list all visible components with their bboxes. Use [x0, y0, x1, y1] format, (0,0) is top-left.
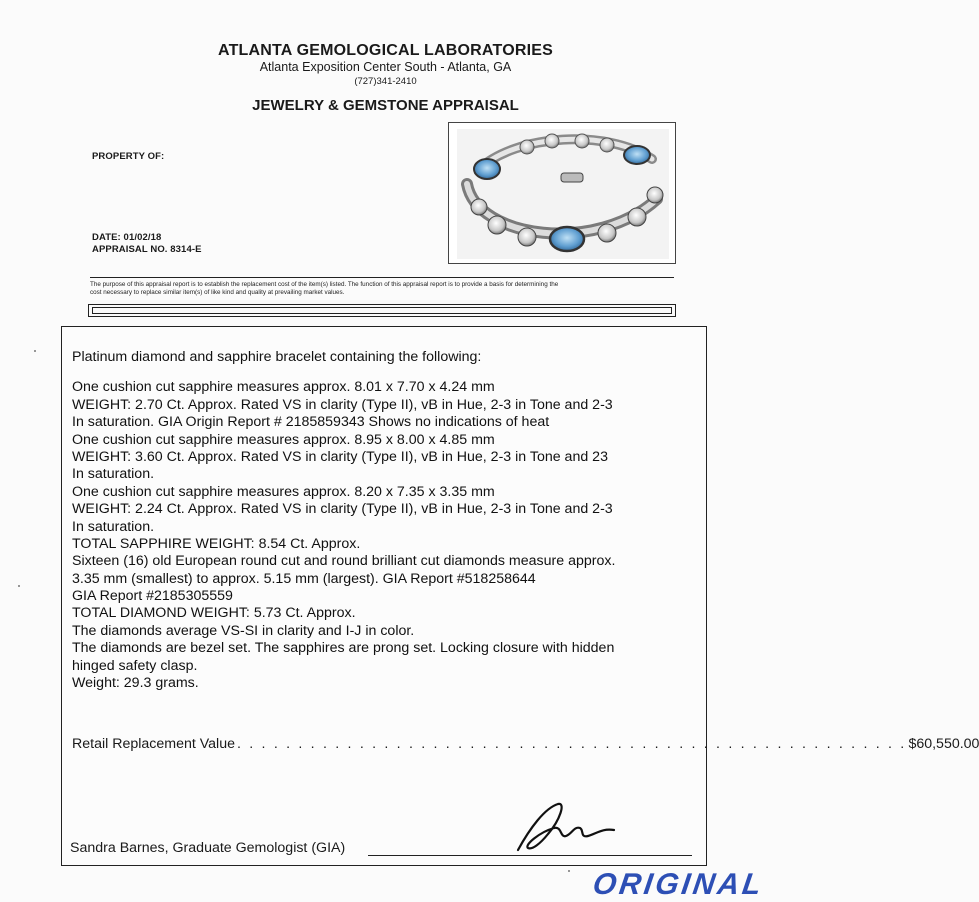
- description-line: 3.35 mm (smallest) to approx. 5.15 mm (largest). GIA Report #518258644: [72, 570, 536, 587]
- description-line: WEIGHT: 3.60 Ct. Approx. Rated VS in clarity (Type II), vB in Hue, 2-3 in Tone and 23: [72, 448, 608, 465]
- description-line: TOTAL DIAMOND WEIGHT: 5.73 Ct. Approx.: [72, 605, 356, 622]
- description-line: The diamonds are bezel set. The sapphires are prong set. Locking closure with hidden: [72, 640, 615, 657]
- item-description: [72, 349, 692, 692]
- retail-label: Retail Replacement Value: [72, 736, 235, 752]
- organization-name: ATLANTA GEMOLOGICAL LABORATORIES: [218, 42, 553, 59]
- description-line: One cushion cut sapphire measures approx. 8.01 x 7.70 x 4.24 mm: [72, 379, 495, 396]
- bracelet-photo-frame: [448, 122, 676, 264]
- document-title: JEWELRY & GEMSTONE APPRAISAL: [252, 97, 519, 114]
- appraisal-date: DATE: 01/02/18: [92, 232, 162, 243]
- retail-value: $60,550.00: [908, 736, 979, 752]
- original-stamp: ORIGINAL: [590, 868, 767, 901]
- description-line: GIA Report #2185305559: [72, 588, 233, 605]
- bracelet-photo-icon: [457, 129, 669, 259]
- description-line: Sixteen (16) old European round cut and round brilliant cut diamonds measure approx.: [72, 553, 616, 570]
- organization-address: Atlanta Exposition Center South - Atlanta, GA: [259, 60, 512, 74]
- purpose-statement: [90, 281, 674, 297]
- double-rule-inner: [92, 307, 672, 314]
- retail-replacement-row: [72, 736, 979, 752]
- description-line: WEIGHT: 2.70 Ct. Approx. Rated VS in clarity (Type II), vB in Hue, 2-3 in Tone and 2-3: [72, 396, 613, 413]
- description-line: Weight: 29.3 grams.: [72, 675, 199, 692]
- description-line: WEIGHT: 2.24 Ct. Approx. Rated VS in clarity (Type II), vB in Hue, 2-3 in Tone and 2-3: [72, 501, 613, 518]
- description-line: In saturation.: [72, 518, 155, 535]
- description-line: In saturation. GIA Origin Report # 2185859343 Shows no indications of heat: [72, 414, 550, 431]
- margin-mark: [34, 350, 36, 352]
- margin-mark: [18, 585, 20, 587]
- description-intro: Platinum diamond and sapphire bracelet containing the following:: [72, 349, 482, 365]
- description-line: hinged safety clasp.: [72, 657, 198, 674]
- retail-leader-dots: . . . . . . . . . . . . . . . . . . . . . . . . . . . . . . . . . . . . . . . . . . . . . . . . . . . . . . .: [236, 736, 907, 752]
- purpose-top-rule: [90, 277, 674, 278]
- description-line: One cushion cut sapphire measures approx. 8.95 x 8.00 x 4.85 mm: [72, 431, 495, 448]
- signature-mark: [510, 798, 620, 858]
- margin-mark: [568, 870, 570, 872]
- description-line: The diamonds average VS-SI in clarity and I-J in color.: [72, 622, 415, 639]
- property-of-label: PROPERTY OF:: [92, 151, 165, 162]
- purpose-line: cost necessary to replace similar item(s) of like kind and quality at prevailing market values.: [90, 289, 345, 297]
- organization-phone: (727)341-2410: [354, 76, 417, 87]
- signature-line: [368, 855, 692, 856]
- purpose-line: The purpose of this appraisal report is to establish the replacement cost of the item(s) listed. The function of this appraisal report is to provide a basis for determining the: [90, 281, 559, 288]
- description-line: TOTAL SAPPHIRE WEIGHT: 8.54 Ct. Approx.: [72, 535, 361, 552]
- double-rule-bar: [88, 304, 676, 317]
- gemologist-name: Sandra Barnes, Graduate Gemologist (GIA): [70, 840, 346, 856]
- description-line: One cushion cut sapphire measures approx. 8.20 x 7.35 x 3.35 mm: [72, 483, 495, 500]
- appraisal-number: APPRAISAL NO. 8314-E: [92, 244, 202, 255]
- description-line: In saturation.: [72, 466, 155, 483]
- description-gap: [72, 366, 692, 379]
